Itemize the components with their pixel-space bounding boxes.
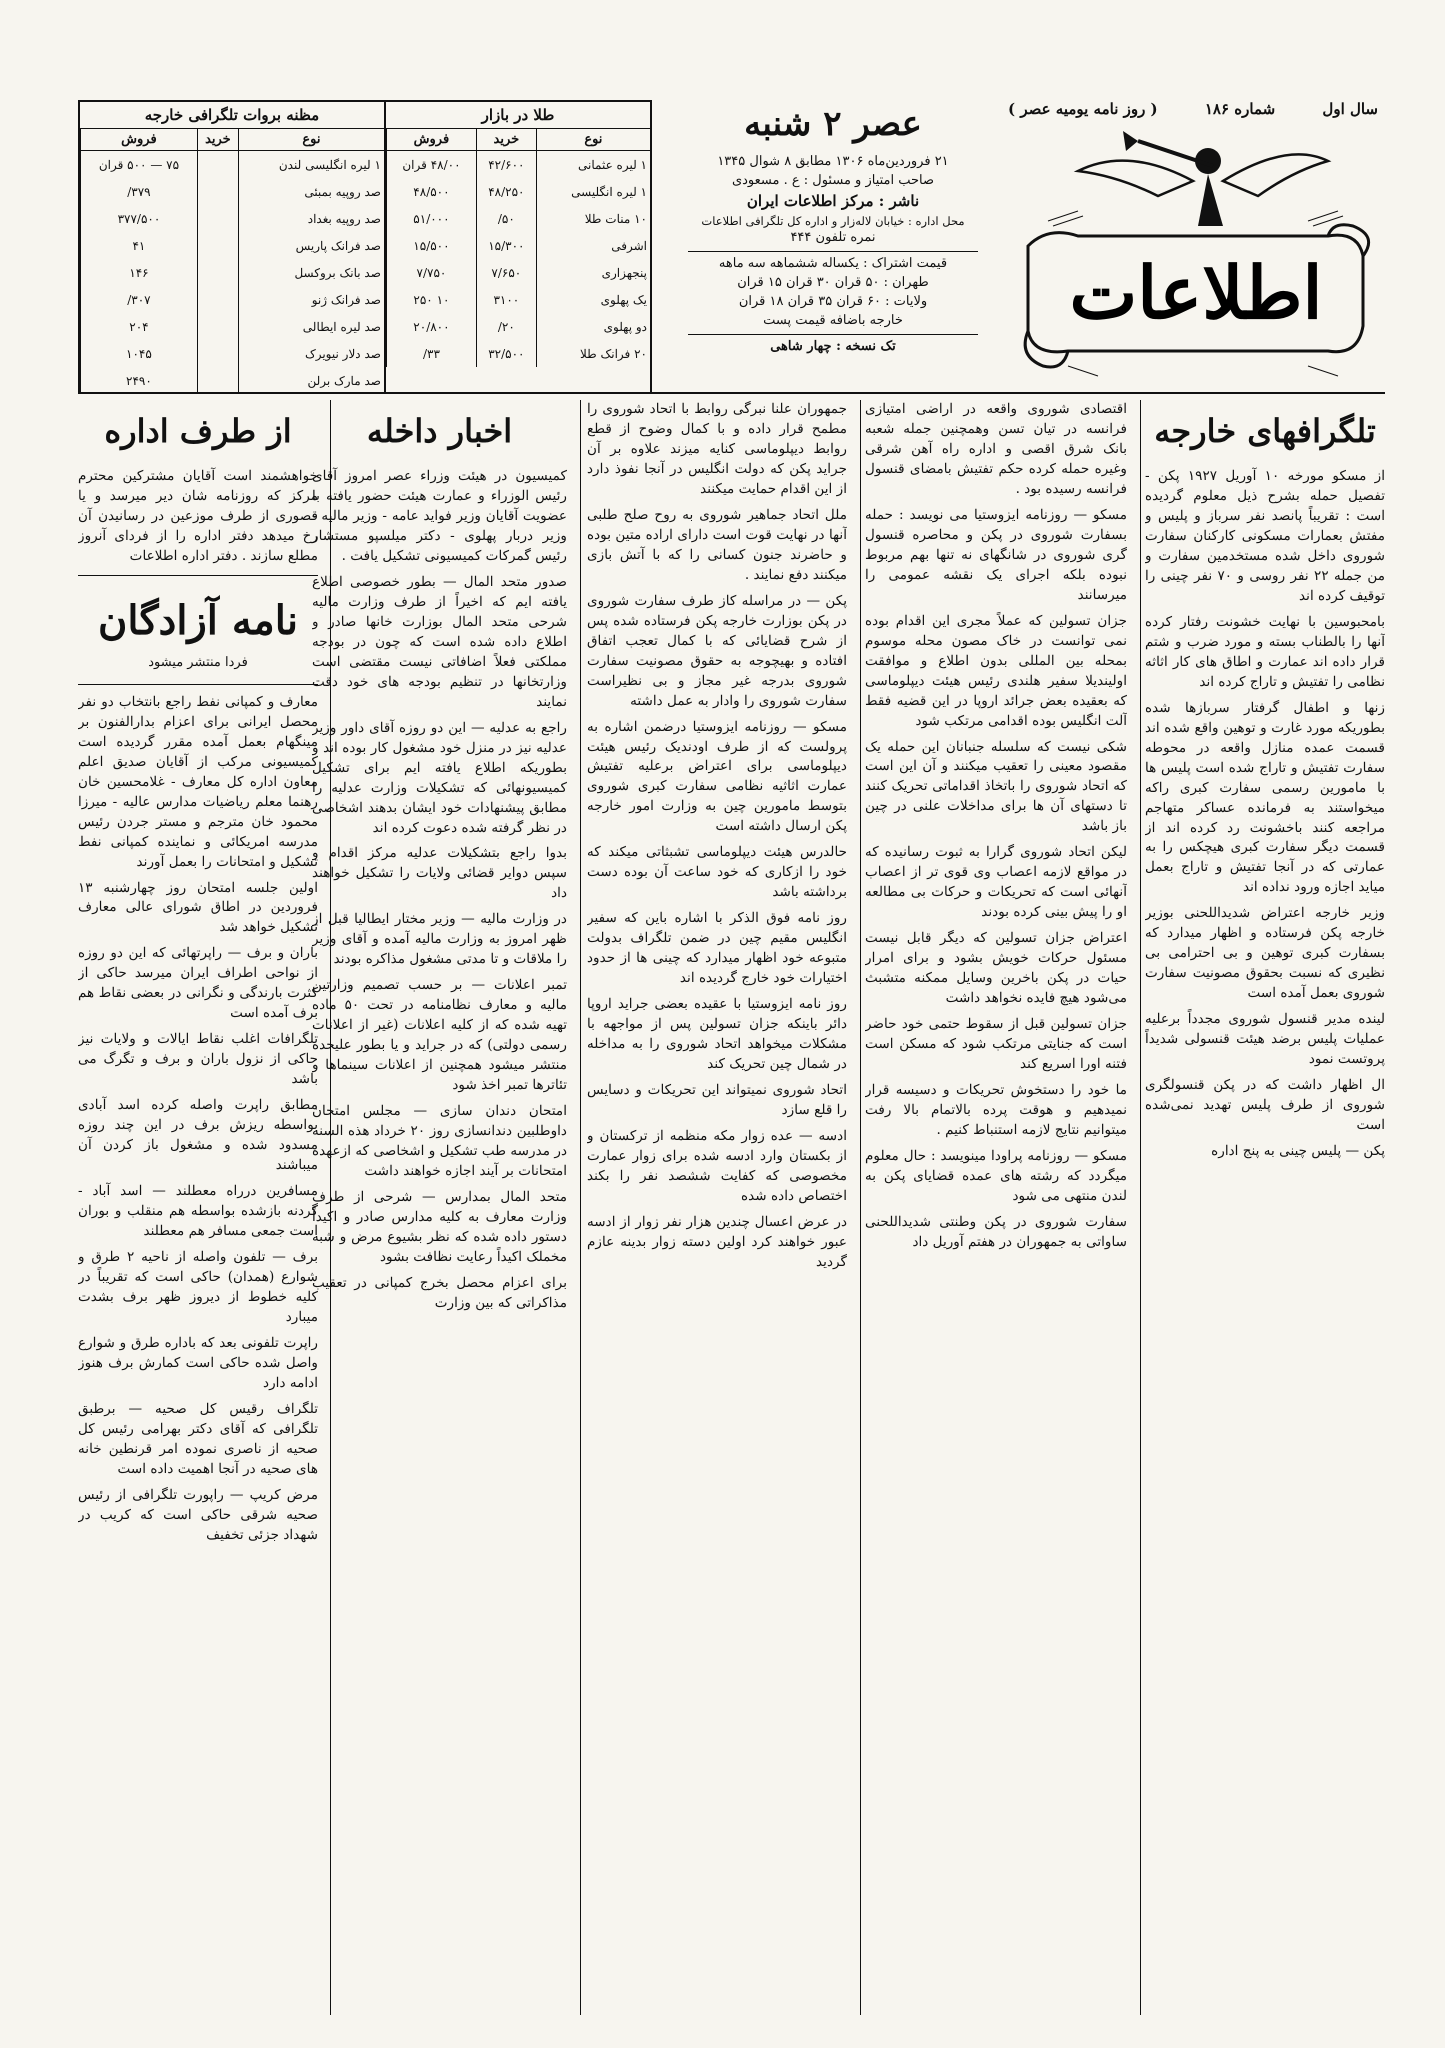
- table-row: [386, 151, 650, 179]
- table-cell: ۱ لیره انگلیسی: [536, 178, 650, 205]
- divider: [78, 684, 318, 685]
- rates-table-title: مظنه بروات تلگرافی خارجه: [80, 102, 384, 129]
- table-cell: ۳۰۷/: [81, 286, 198, 313]
- table-cell: ۱۵/۳۰۰: [476, 232, 536, 259]
- table-cell: ۴۸/۵۰۰: [386, 178, 476, 205]
- table-row: [81, 286, 384, 313]
- gold-table: [386, 102, 650, 392]
- table-cell: ۴۱: [81, 232, 198, 259]
- article-paragraph: سفارت شوروی در پکن وطنتی شدیداللحنی ساواتی به جمهوران در هفتم آوریل داد: [865, 1213, 1127, 1250]
- year-label: سال اول: [1322, 100, 1378, 118]
- article-paragraph: برف — تلفون واصله از ناحیه ۲ طرق و شوارع (همدان) حاکی است که تقریباً در کلیه خطوط از دیروز ظهر برف بشدت میبارد: [78, 1248, 318, 1325]
- table-row: [81, 205, 384, 232]
- table-cell: صد مارک برلن: [238, 367, 384, 394]
- column-2: [865, 400, 1127, 2015]
- table-cell: پنجهزاری: [536, 259, 650, 286]
- article-paragraph: مرض کریپ — راپورت تلگرافی از رئیس صحیه شرقی حاکی است که کریب در شهداد جزئی تخفیف: [78, 1486, 318, 1543]
- article-paragraph: پکن — در مراسله کاز طرف سفارت شوروی در پکن بوزارت خارجه پکن فرستاده شده پس از شرح قضایائی که با کمال تعجب اتفاق افتاده و بهیچوجه به حقوق مصونیت سفارت شوروی بدرجه غیر مجاز و بی نظیراست سفارت شوروی را وادار به عمل داشته: [587, 592, 847, 709]
- col-header: خرید: [476, 129, 536, 151]
- article-paragraph: مطابق راپرت واصله کرده اسد آبادی بواسطه ریزش برف در این چند روزه مسدود شده و مشغول باز کردن آن میباشند: [78, 1097, 318, 1174]
- article-paragraph: جزان تسولین قبل از سقوط حتمی خود حاضر است که جنایتی مرتکب شود که مسکن است فتنه اورا اسریع کند: [865, 1016, 1127, 1073]
- table-cell: [197, 259, 238, 286]
- article-paragraph: ما خود را دستخوش تحریکات و دسیسه قرار نمیدهیم و هوقت پرده بالاتمام بالا رفت میتوانیم نتایج لازمه استنباط کنیم .: [865, 1082, 1127, 1138]
- article-paragraph: ملل اتحاد جماهیر شوروی به روح صلح طلبی آنها در نهایت قوت است دارای اراده متین بوده و حاضرند جنون کسانی را که با آتش بازی میکنند دفع نمایند .: [587, 506, 847, 583]
- table-row: [386, 286, 650, 313]
- column-body: [587, 400, 847, 1273]
- article-paragraph: متحد المال بمدارس — شرحی از طرف وزارت معارف به کلیه مدارس صادر و اکیداً دستور داده شده که نظر بشیوع مرض و شبه مخملک اکیداً رعایت نظافت بشود: [312, 1188, 567, 1265]
- table-cell: [197, 178, 238, 205]
- publication-info: [688, 100, 978, 390]
- section-heading: از طرف اداره: [104, 412, 292, 450]
- article-paragraph: برای اعزام محصل بخرج کمپانی در تعقیب مذاکراتی که بین وزارت: [312, 1274, 567, 1311]
- table-cell: ۴۲/۶۰۰: [476, 151, 536, 179]
- subscription-header: قیمت اشتراک : یکساله ششماهه سه ماهه: [718, 256, 948, 272]
- table-row: [81, 232, 384, 259]
- gold-table-body: [386, 151, 650, 368]
- rates-table: [80, 102, 386, 392]
- table-cell: [197, 367, 238, 394]
- article-paragraph: کمیسیون در هیئت وزراء عصر امروز آقای رئیس الوزراء و عمارت هیئت حضور یافته با عضویت آقایان وزیر فواید عامه - وزیر مالیه - وزیر دربار پهلوی - دکتر میلسپو مستشار رئیس گمرکات کمیسیونی تشکیل یافت .: [312, 468, 567, 564]
- table-cell: صد بانک بروکسل: [238, 259, 384, 286]
- table-cell: صد روپیه بغداد: [238, 205, 384, 232]
- article-paragraph: مسافرین درراه معطلند — اسد آباد - گردنه بازشده بواسطه هم منقلب و بوران است جمعی مسافر هم معطلند: [78, 1183, 318, 1239]
- article-paragraph: اعتراض جزان تسولین که دیگر قابل نیست مسئول حرکات خویش بشود و برای امرار حیات در پکن باخرین وسایل ممکنه متشبث می‌شود هیچ فایده نخواهد داشت: [865, 930, 1127, 1007]
- owner-line: صاحب امتیاز و مسئول : ع . مسعودی: [731, 173, 935, 189]
- divider: [78, 575, 318, 576]
- article-paragraph: صدور متحد المال — بطور خصوصی اطلاع یافته ایم که اخیراً از طرف وزارت مالیه شرحی متحد المال بوزارت خانها صادر و اطلاع داده شده است که چون در بودجه مملکتی فعلاً اضافاتی نیست مقتضی است وزارتخانها در تنظیم بودجه های خود دقت نمایند: [312, 573, 567, 710]
- table-cell: ۳۱۰۰: [476, 286, 536, 313]
- column-rule: [1140, 400, 1141, 2015]
- column-body: [1145, 467, 1385, 1162]
- column-rule: [580, 400, 581, 2015]
- table-row: [386, 232, 650, 259]
- column-domestic-news: [312, 400, 567, 2015]
- article-paragraph: تمبر اعلانات — بر حسب تصمیم وزارتین مالیه و معارف نظامنامه در تحت ۵۰ ماده تهیه شده که از کلیه اعلانات (غیر از اعلانات رسمی دولتی) که در جراید و یا بطور علیحده منتشر میشود همچنین از اعلانات سینماها و تئاترها تمبر اخذ شود: [312, 977, 567, 1094]
- issue-line: [1008, 100, 1378, 118]
- table-row: [386, 259, 650, 286]
- article-paragraph: مسکو — روزنامه ایزوستیا درضمن اشاره به پرولست که از طرف اودندیک رئیس هیئت دیپلوماسی برای اعتراض برعلیه تفتیش عمارت اثاثیه نظامی سفارت کبری شوروی بتوسط مامورین چین به وزارت امور خارجه پکن ارسال داشته است: [587, 718, 847, 835]
- article-paragraph: بدوا راجع بتشکیلات عدلیه مرکز اقدام و سپس دوایر قضائی ولایات را تشکیل خواهند داد: [312, 845, 567, 902]
- herald-logo-icon: [1008, 126, 1378, 386]
- col-header: فروش: [386, 129, 476, 151]
- issue-date: ۲۱ فروردین‌ماه ۱۳۰۶ مطابق ۸ شوال ۱۳۴۵: [717, 154, 949, 170]
- province-rates: ولایات : ۶۰ قران ۳۵ قران ۱۸ قران: [738, 293, 928, 309]
- table-cell: صد فرانک پاریس: [238, 232, 384, 259]
- table-cell: [197, 340, 238, 367]
- issue-number: شماره ۱۸۶: [1204, 100, 1276, 118]
- paper-subtitle: ( روز نامه یومیه عصر ): [1008, 100, 1158, 118]
- table-cell: ۳۲/۵۰۰: [476, 340, 536, 367]
- table-cell: ۱ لیره انگلیسی لندن: [238, 151, 384, 179]
- article-paragraph: شکی نیست که سلسله جنبانان این حمله یک مقصود معینی را تعقیب میکنند و آن این است که اتحاد شوروی را باتخاذ اقداماتی تحریک کنند تا دستهای آن ها برای مداخلات علنی در چین باز باشد: [865, 738, 1127, 835]
- table-cell: یک پهلوی: [536, 286, 650, 313]
- table-cell: ۲۴۹۰: [81, 367, 198, 394]
- col-header: خرید: [197, 129, 238, 151]
- masthead-rule: [78, 392, 1385, 394]
- article-paragraph: لینده مدیر قنسول شوروی مجدداً برعلیه عملیات پلیس برضد هیئت قنسولی شدیداً پروتست نمود: [1145, 1011, 1385, 1068]
- logo-text: اطلاعات: [1069, 250, 1323, 335]
- col-header: نوع: [536, 129, 650, 151]
- table-cell: [197, 232, 238, 259]
- article-paragraph: روز نامه فوق الذکر با اشاره باین که سفیر انگلیس مقیم چین در ضمن تلگراف بدولت متبوعه خود اظهار میدارد که چینی ها از حدود اختیارات خود خارج گردیده اند: [587, 910, 847, 987]
- article-paragraph: پکن — پلیس چینی به پنج اداره: [1211, 1143, 1385, 1160]
- table-cell: ۱۴۶: [81, 259, 198, 286]
- table-cell: ۳۳/: [386, 340, 476, 367]
- table-cell: ۱۰ ۲۵۰: [386, 286, 476, 313]
- logo-block: [1008, 100, 1378, 390]
- article-paragraph: مسکو — روزنامه پراودا مینویسد : حال معلوم میگردد که رشته های عمده قضایای پکن به لندن منتهی می شود: [865, 1147, 1127, 1204]
- divider: [688, 251, 978, 252]
- divider: [688, 334, 978, 335]
- section-heading: اخبار داخله: [366, 412, 513, 450]
- article-paragraph: ال اظهار داشت که در پکن قنسولگری شوروی از طرف پلیس تهدید نمی‌شده است: [1145, 1077, 1385, 1134]
- table-cell: ۲۰/۸۰۰: [386, 313, 476, 340]
- table-cell: [197, 313, 238, 340]
- article-paragraph: معارف و کمپانی نفط راجع بانتخاب دو نفر محصل ایرانی برای اعزام بدارالفنون بر مینگهام بعمل آمده مقرر گردیده است کمیسیونی مرکب از آقایان صدیق اعلم معاون اداره کل معارف - غلامحسین خان رهنما معلم ریاضیات مدارس عالیه - میرزا محمود خان مترجم و مستر جردن رئیس مدرسه امریکائی و نماینده کمپانی نفط تشکیل و امتحانات را بعمل آورند: [78, 693, 318, 870]
- table-row: [386, 313, 650, 340]
- article-paragraph: اقتصادی شوروی واقعه در اراضی امتیازی فرانسه در تیان تسن وهمچنین جمله شعبه بانک شرق اقصی و اداره راه آهن شرقی وغیره حمله کرده حکم تفتیش بامضای قنسول فرانسه رسیده بود .: [865, 401, 1127, 497]
- table-cell: اشرفی: [536, 232, 650, 259]
- phone-line: نمره تلفون ۴۴۴: [790, 230, 876, 246]
- article-paragraph: اولین جلسه امتحان روز چهارشنبه ۱۳ فروردین در اطاق شورای عالی معارف تشکیل خواهد شد: [78, 879, 318, 936]
- section-heading: تلگرافهای خارجه: [1154, 412, 1376, 450]
- table-cell: ۷/۷۵۰: [386, 259, 476, 286]
- azadegan-note: فردا منتشر میشود: [148, 654, 248, 670]
- tehran-rates: طهران : ۵۰ قران ۳۰ قران ۱۵ قران: [737, 275, 929, 291]
- table-cell: صد دلار نیویرک: [238, 340, 384, 367]
- market-tables: [78, 100, 652, 394]
- col-header: فروش: [81, 129, 198, 151]
- table-cell: ۲۰ فرانک طلا: [536, 340, 650, 367]
- abroad-rates: خارجه باضافه قیمت پست: [763, 312, 903, 328]
- column-body: [78, 693, 318, 1546]
- article-paragraph: در عرض اعسال چندین هزار نفر زوار از ادسه عبور خواهند کرد اولین دسته زوار بدینه عازم گردید: [587, 1213, 847, 1270]
- article-paragraph: حالدرس هیئت دیپلوماسی تشبثاتی میکند که خود را ازکاری که خود ساعت آن بوده دست برداشته باشد: [587, 844, 847, 901]
- table-cell: [197, 151, 238, 179]
- article-paragraph: بامحبوسین با نهایت خشونت رفتار کرده آنها را بالطناب بسته و مورد ضرب و شتم قرار داده اند عمارت و اطاق های کار اثاثه نظامی را تفتیش و تاراج کرده اند: [1145, 613, 1385, 690]
- article-paragraph: روز نامه ایزوستیا با عقیده بعضی جراید اروپا دائر باینکه جزان تسولین پس از مواجهه با مشکلات میخواهد اتحاد شوروی را به مداخله در شمال چین تحریک کند: [587, 996, 847, 1073]
- table-row: [81, 340, 384, 367]
- article-paragraph: امتحان دندان سازی — مجلس امتحان داوطلبین دندانسازی روز ۲۰ خرداد هذه السنه در مدرسه طب تشکیل و اشخاصی که ازعهده امتحانات بر آیند اجازه خواهند داشت: [312, 1103, 567, 1179]
- article-paragraph: لیکن اتحاد شوروی گرارا به ثبوت رسانیده که در مواقع لازمه اعصاب وی قوی تر از اعصاب آنهائی است که تحریکات و حرکات بی مطالعه او را پیش بینی کرده بودند: [865, 844, 1127, 921]
- article-paragraph: تلگرافات اغلب نقاط ایالات و ولایات نیز حاکی از نزول باران و برف و تگرگ می باشد: [78, 1031, 318, 1088]
- table-row: [386, 178, 650, 205]
- column-office-notice: [78, 400, 318, 2015]
- table-cell: ۲۰/: [476, 313, 536, 340]
- table-row: [81, 367, 384, 394]
- table-cell: ۱۰ منات طلا: [536, 205, 650, 232]
- article-paragraph: ادسه — عده زوار مکه منظمه از ترکستان و از بکستان وارد ادسه شده برای زوار عمارت مخصوصی که کفایت ششصد نفر را بکند اختصاص داده شده: [587, 1127, 847, 1204]
- gold-table-title: طلا در بازار: [386, 102, 650, 129]
- office-notice: خواهشمند است آقایان مشترکین محترم مرکز که روزنامه شان دیر میرسد و یا قصوری از طرف موزعین در رسانیدن آن رخ میدهد دفتر اداره را از فردای آنروز مطلع سازند . دفتر اداره اطلاعات: [78, 468, 318, 564]
- table-cell: ۱۰۴۵: [81, 340, 198, 367]
- article-paragraph: راپرت تلفونی بعد که باداره طرق و شوارع واصل شده حاکی است کمارش برف هنوز ادامه دارد: [78, 1334, 318, 1391]
- masthead: [78, 100, 1378, 390]
- publisher-line: ناشر : مرکز اطلاعات ایران: [746, 191, 920, 210]
- column-3: [587, 400, 847, 2015]
- article-paragraph: اتحاد شوروی نمیتواند این تحریکات و دسایس را قلع سازد: [587, 1082, 847, 1118]
- article-paragraph: مسکو — روزنامه ایزوستیا می نویسد : حمله بسفارت شوروی در پکن و محاصره قنسول گری شوروی در شانگهای نه تنها بهم مربوط نبوده بلکه اجرای یک نقشه عمومی را میرسانند: [865, 506, 1127, 603]
- table-cell: صد فرانک ژنو: [238, 286, 384, 313]
- table-cell: ۱ لیره عثمانی: [536, 151, 650, 179]
- table-row: [386, 340, 650, 367]
- table-cell: ۱۵/۵۰۰: [386, 232, 476, 259]
- table-row: [81, 178, 384, 205]
- article-paragraph: راجع به عدلیه — این دو روزه آقای داور وزیر عدلیه نیز در منزل خود مشغول کار بوده اند و بطوریکه اطلاع یافته ایم برای تشکیل کمیسیونهائی که تشکیلات وزارت عدلیه را مطابق پیشنهادات خود ایشان بدهند اشخاصی در نظر گرفته شده دعوت کرده اند: [312, 719, 567, 836]
- table-cell: ۳۷۷/۵۰۰: [81, 205, 198, 232]
- article-paragraph: زنها و اطفال گرفتار سربازها شده بطوریکه مورد غارت و توهین واقع شده اند قسمت عمده منازل واقعه در محوطه سفارت تفتیش و تاراج شده است پلیس ها با مامورین رسمی سفارت کبری راکه میخواستند به فرمانده عساکر متهاجم مراجعه کنند باخشونت رد کرده اند از قسمت دیگر سفارت کبری هیچکس را به عمارتی که در آنجا تفتیش و تاراج بعمل میاید اجازه ورود نداده اند: [1145, 699, 1385, 896]
- column-rule: [330, 400, 331, 2015]
- article-paragraph: از مسکو مورخه ۱۰ آوریل ۱۹۲۷ پکن - تفصیل حمله بشرح ذیل معلوم گردیده است : تقریباً پانصد نفر سرباز و پلیس و مفتش بعمارات مسکونی کارکنان سفارت شوروی داخل شده مستخدمین سفارت و من جمله ۲۲ نفر روسی و ۷۰ نفر چینی را توقیف کرده اند: [1145, 468, 1385, 604]
- article-paragraph: باران و برف — راپرتهائی که این دو روزه از نواحی اطراف ایران میرسد حاکی از کثرت بارندگی و نگرانی در بعضی نقاط هم برف آمده است: [78, 945, 318, 1022]
- table-cell: ۴۸/۲۵۰: [476, 178, 536, 205]
- table-cell: [197, 205, 238, 232]
- table-cell: صد روپیه بمبئی: [238, 178, 384, 205]
- single-copy-price: تک نسخه : چهار شاهی: [770, 338, 896, 354]
- table-cell: ۴۸/۰۰ قران: [386, 151, 476, 179]
- table-row: [81, 151, 384, 179]
- table-cell: [197, 286, 238, 313]
- article-paragraph: جمهوران علنا نبرگی روابط با اتحاد شوروی را مطمح قرار داده و با کمال وضوح از قطع روابط دیپلوماسی کنایه میزند علاوه بر آن جراید پکن که دولت انگلیس در آنجا نفوذ دارد از این اقدام حمایت میکنند: [587, 401, 847, 497]
- article-paragraph: در وزارت مالیه — وزیر مختار ایطالیا قبل از ظهر امروز به وزارت مالیه آمده و آقای وزیر را ملاقات و تا مدتی مشغول مذاکره بودند: [312, 911, 567, 968]
- column-body: [312, 467, 567, 1314]
- table-cell: صد لیره ایطالی: [238, 313, 384, 340]
- article-paragraph: وزیر خارجه اعتراض شدیداللحنی بوزیر خارجه پکن فرستاده و اظهار میدارد که بسفارت کبری توهین و بی احترامی بی نظیری که نسبت بحقوق مصونیت سفارت شوروی بعمل آمده است: [1145, 905, 1385, 1002]
- column-body: [865, 400, 1127, 1253]
- table-row: [81, 313, 384, 340]
- table-cell: دو پهلوی: [536, 313, 650, 340]
- azadegan-heading: نامه آزادگان: [97, 596, 299, 644]
- article-paragraph: جزان تسولین که عملاً مجری این اقدام بوده نمی توانست در خاک مصون محله موسوم بمحله بین المللی بدون اطلاع و موافقت اولیندیلا سفیر هلندی رئیس هیئت دیپلوماسی که بعقیده بعض جرائد اروپا در این قضیه فقط آلت انگلیس بوده اقدامی مرتکب شود: [865, 612, 1127, 729]
- table-cell: ۵۰/: [476, 205, 536, 232]
- column-rule: [860, 400, 861, 2015]
- article-paragraph: تلگراف رقیس کل صحیه — برطبق تلگرافی که آقای دکتر بهرامی رئیس کل صحیه از ناصری نموده امر قرنطین خانه های صحیه در آنجا اهمیت داده است: [78, 1400, 318, 1477]
- table-cell: ۲۰۴: [81, 313, 198, 340]
- day-title: عصر ۲ شنبه: [744, 104, 922, 144]
- table-cell: ۳۷۹/: [81, 178, 198, 205]
- table-cell: ۷۵ — ۵۰۰ قران: [81, 151, 198, 179]
- column-foreign-telegrams: [1145, 400, 1385, 2015]
- table-cell: ۵۱/۰۰۰: [386, 205, 476, 232]
- table-cell: ۷/۶۵۰: [476, 259, 536, 286]
- rates-table-body: [81, 151, 384, 395]
- table-row: [386, 205, 650, 232]
- table-row: [81, 259, 384, 286]
- office-line: محل اداره : خیابان لاله‌زار و اداره کل تلگرافی اطلاعات: [701, 213, 965, 228]
- col-header: نوع: [238, 129, 384, 151]
